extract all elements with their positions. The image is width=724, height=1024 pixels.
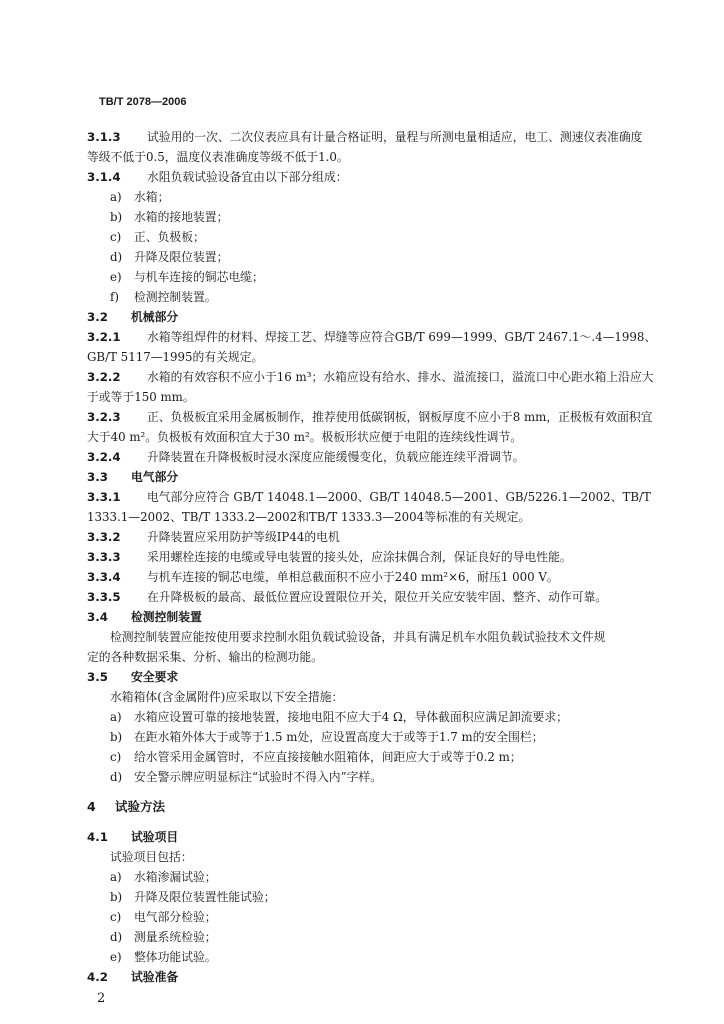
clause-3-3-1-cont: 1333.1—2002、TB/T 1333.2—2002和TB/T 1333.3—2004等标准的有关规定。 — [87, 510, 531, 524]
list-label: e) — [110, 270, 122, 284]
list-label: f) — [110, 290, 119, 304]
clause-number: 3.2.1 — [87, 330, 121, 344]
list-item — [110, 929, 217, 945]
list-item — [110, 749, 522, 765]
list-text: 测量系统检验； — [134, 930, 217, 944]
clause-text: 采用螺栓连接的电缆或导电装置的接头处，应涂抹偶合剂，保证良好的导电性能。 — [147, 550, 572, 564]
list-text: 电气部分检验； — [134, 910, 217, 924]
list-item — [110, 269, 264, 285]
list-label: d) — [110, 250, 123, 264]
list-item — [110, 289, 217, 305]
clause-3-1-4 — [87, 169, 348, 185]
section-heading-3-2 — [87, 309, 178, 325]
list-label: b) — [110, 730, 123, 744]
section-heading-3-4 — [87, 609, 202, 625]
page-number: 2 — [97, 991, 106, 1006]
clause-text: 试验用的一次、二次仪表应具有计量合格证明，量程与所测电量相适应，电工、测速仪表准确度 — [147, 130, 643, 144]
list-label: e) — [110, 950, 122, 964]
list-text: 在距水箱外体大于或等于1.5 m处，应设置高度大于或等于1.7 m的安全围栏； — [134, 730, 544, 744]
list-text: 整体功能试验。 — [134, 950, 217, 964]
clause-3-2-2-cont: 于或等于150 mm。 — [87, 390, 195, 404]
list-text: 水箱渗漏试验； — [134, 870, 217, 884]
section-heading-3-5 — [87, 669, 178, 685]
chapter-title: 试验方法 — [115, 799, 166, 814]
clause-text: 与机车连接的铜芯电缆，单相总截面积不应小于240 mm²×6，耐压1 000 V。 — [147, 570, 559, 584]
section-heading-3-3 — [87, 469, 178, 485]
paragraph-3-5: 水箱箱体(含金属附件)应采取以下安全措施： — [110, 690, 344, 704]
list-item — [110, 729, 544, 745]
clause-number: 3.1.3 — [87, 130, 121, 144]
section-number: 3.4 — [87, 610, 108, 624]
list-text: 检测控制装置。 — [134, 290, 217, 304]
list-label: a) — [110, 710, 122, 724]
section-heading-4-1 — [87, 829, 178, 845]
clause-text: 升降装置在升降极板时浸水深度应能缓慢变化，负载应能连续平滑调节。 — [147, 450, 525, 464]
list-text: 升降及限位装置性能试验； — [134, 890, 276, 904]
clause-3-3-4 — [87, 569, 559, 585]
clause-3-3-3 — [87, 549, 572, 565]
clause-number: 3.3.1 — [87, 490, 121, 504]
list-item — [110, 949, 217, 965]
section-number: 4.1 — [87, 830, 108, 844]
section-title: 机械部分 — [131, 310, 179, 324]
list-label: d) — [110, 930, 123, 944]
clause-3-1-3 — [87, 129, 642, 145]
clause-number: 3.2.2 — [87, 370, 121, 384]
chapter-heading-4 — [87, 799, 165, 815]
list-item — [110, 709, 568, 725]
section-title: 试验项目 — [131, 830, 179, 844]
section-number: 3.3 — [87, 470, 108, 484]
paragraph-3-4-cont: 定的各种数据采集、分析、输出的检测功能。 — [87, 650, 323, 664]
list-label: c) — [110, 750, 122, 764]
list-text: 水箱的接地装置； — [134, 210, 229, 224]
clause-3-2-1-cont: GB/T 5117—1995的有关规定。 — [87, 350, 264, 364]
list-item — [110, 889, 276, 905]
section-title: 试验准备 — [131, 970, 179, 984]
section-title: 电气部分 — [131, 470, 179, 484]
clause-3-3-2 — [87, 529, 340, 545]
clause-text: 水阻负载试验设备宜由以下部分组成： — [147, 170, 348, 184]
list-label: c) — [110, 910, 122, 924]
clause-3-3-5 — [87, 589, 607, 605]
list-text: 与机车连接的铜芯电缆； — [134, 270, 264, 284]
clause-number: 3.1.4 — [87, 170, 121, 184]
list-label: a) — [110, 870, 122, 884]
clause-number: 3.2.3 — [87, 410, 121, 424]
clause-text: 正、负极板宜采用金属板制作，推荐使用低碳钢板，钢板厚度不应小于8 mm，正极板有效面积宜 — [147, 410, 653, 424]
section-title: 检测控制装置 — [131, 610, 202, 624]
clause-3-2-3 — [87, 409, 653, 425]
clause-3-2-2 — [87, 369, 654, 385]
clause-text: 电气部分应符合 GB/T 14048.1—2000、GB/T 14048.5—2001、GB/5226.1—2002、TB/T — [147, 490, 651, 504]
list-item — [110, 249, 228, 265]
list-item — [110, 769, 382, 785]
list-text: 水箱； — [134, 190, 170, 204]
running-header: TB/T 2078—2006 — [99, 96, 187, 108]
list-item — [110, 869, 217, 885]
clause-3-1-3-cont: 等级不低于0.5，温度仪表准确度等级不低于1.0。 — [87, 150, 349, 164]
clause-number: 3.3.2 — [87, 530, 121, 544]
clause-3-2-1 — [87, 329, 656, 345]
paragraph-4-1: 试验项目包括： — [110, 850, 193, 864]
list-item — [110, 189, 169, 205]
list-label: c) — [110, 230, 122, 244]
clause-text: 在升降极板的最高、最低位置应设置限位开关，限位开关应安装牢固、整齐、动作可靠。 — [147, 590, 608, 604]
list-label: a) — [110, 190, 122, 204]
list-item — [110, 229, 205, 245]
section-number: 3.2 — [87, 310, 108, 324]
list-label: d) — [110, 770, 123, 784]
section-heading-4-2 — [87, 969, 178, 985]
clause-text: 升降装置应采用防护等级IP44的电机 — [147, 530, 340, 544]
paragraph-3-4: 检测控制装置应能按使用要求控制水阻负载试验设备，并具有满足机车水阻负载试验技术文件规 — [110, 630, 606, 644]
clause-text: 水箱等组焊件的材料、焊接工艺、焊缝等应符合GB/T 699—1999、GB/T 2467.1～.4—1998、 — [147, 330, 657, 344]
clause-number: 3.3.4 — [87, 570, 121, 584]
list-text: 给水管采用金属管时，不应直接接触水阻箱体，间距应大于或等于0.2 m； — [134, 750, 522, 764]
list-label: b) — [110, 210, 123, 224]
clause-number: 3.3.5 — [87, 590, 121, 604]
clause-number: 3.3.3 — [87, 550, 121, 564]
clause-number: 3.2.4 — [87, 450, 121, 464]
list-text: 水箱应设置可靠的接地装置，接地电阻不应大于4 Ω，导体截面积应满足卸流要求； — [134, 710, 568, 724]
clause-3-2-4 — [87, 449, 525, 465]
list-text: 升降及限位装置； — [134, 250, 229, 264]
list-item — [110, 909, 217, 925]
section-number: 4.2 — [87, 970, 108, 984]
clause-3-3-1 — [87, 489, 651, 505]
clause-3-2-3-cont: 大于40 m²。负极板有效面积宜大于30 m²。极板形状应便于电阻的连续线性调节。 — [87, 430, 523, 444]
list-item — [110, 209, 228, 225]
section-title: 安全要求 — [131, 670, 179, 684]
list-text: 正、负极板； — [134, 230, 205, 244]
list-text: 安全警示牌应明显标注“试验时不得入内”字样。 — [134, 770, 383, 784]
chapter-number: 4 — [87, 799, 96, 814]
section-number: 3.5 — [87, 670, 108, 684]
list-label: b) — [110, 890, 123, 904]
clause-text: 水箱的有效容积不应小于16 m³；水箱应设有给水、排水、溢流接口，溢流口中心距水箱上沿应大 — [147, 370, 654, 384]
